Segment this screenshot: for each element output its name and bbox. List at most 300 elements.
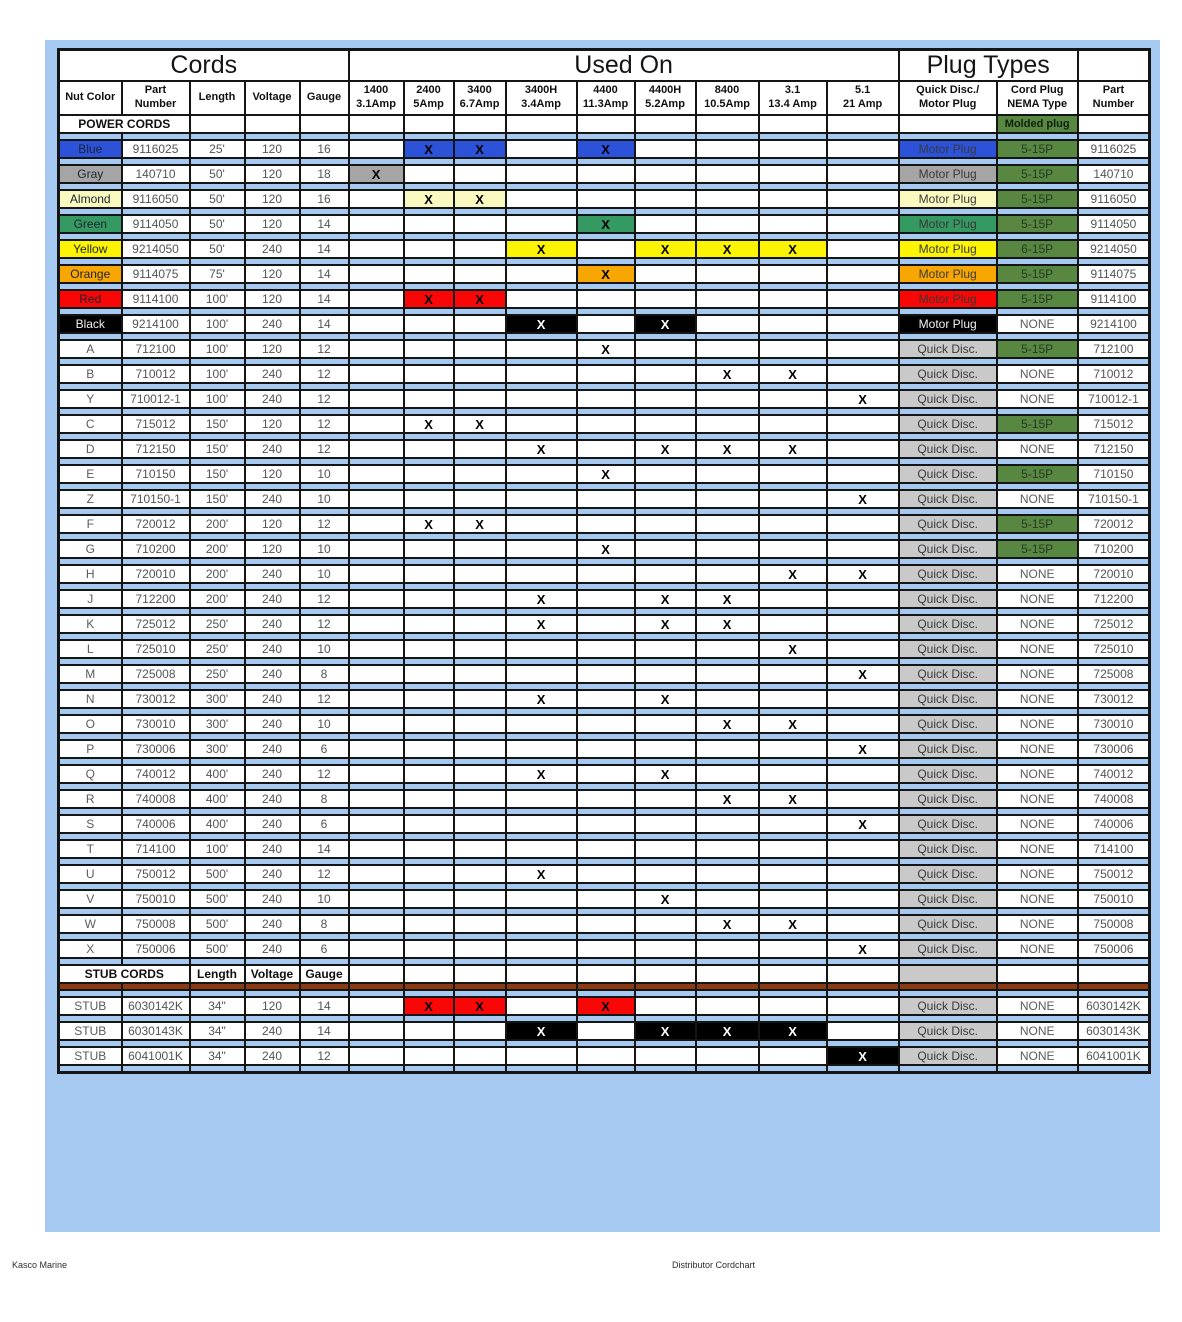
usage-cell-3400 (454, 365, 506, 383)
usage-cell-3.1 (759, 865, 827, 883)
separator-cell (827, 708, 899, 715)
separator-cell (454, 933, 506, 940)
separator-cell (349, 308, 404, 315)
separator-cell (300, 883, 349, 890)
usage-cell-3400 (454, 615, 506, 633)
usage-cell-4400 (577, 940, 635, 958)
voltage-cell: 240 (245, 715, 300, 733)
cord-row (59, 540, 1150, 558)
separator-cell (759, 283, 827, 290)
separator-cell (635, 633, 696, 640)
separator-cell (300, 908, 349, 915)
usage-x-cell-3400H: X (506, 440, 577, 458)
section-spacer (759, 115, 827, 133)
section-spacer (404, 965, 454, 983)
brown-divider-cell (997, 983, 1078, 990)
separator-cell (349, 483, 404, 490)
separator-cell (899, 708, 997, 715)
part-number-right-cell: 710200 (1078, 540, 1150, 558)
usage-x-cell-3400H: X (506, 240, 577, 258)
usage-cell-2400 (404, 1022, 454, 1040)
usage-cell-3400H (506, 997, 577, 1015)
usage-cell-4400 (577, 640, 635, 658)
separator-cell (577, 333, 635, 340)
separator-cell (245, 558, 300, 565)
usage-cell-3.1 (759, 815, 827, 833)
separator-cell (635, 283, 696, 290)
separator-cell (454, 1065, 506, 1072)
plug-type-cell: Quick Disc. (899, 840, 997, 858)
separator-cell (506, 990, 577, 997)
stub-col-header: Voltage (245, 965, 300, 983)
brown-divider-cell (635, 983, 696, 990)
separator-cell (899, 933, 997, 940)
gauge-cell: 12 (300, 390, 349, 408)
separator-cell (759, 683, 827, 690)
usage-cell-4400H (635, 715, 696, 733)
separator-cell (454, 733, 506, 740)
separator-cell (997, 433, 1078, 440)
gauge-cell: 14 (300, 997, 349, 1015)
usage-cell-3.1 (759, 265, 827, 283)
usage-cell-4400H (635, 815, 696, 833)
voltage-cell: 120 (245, 997, 300, 1015)
gauge-cell: 12 (300, 415, 349, 433)
voltage-cell: 240 (245, 840, 300, 858)
plug-type-cell: Quick Disc. (899, 1047, 997, 1065)
separator-cell (300, 533, 349, 540)
usage-cell-1400 (349, 915, 404, 933)
voltage-cell: 240 (245, 565, 300, 583)
separator-cell (245, 433, 300, 440)
separator-cell (506, 1015, 577, 1022)
separator-cell (635, 608, 696, 615)
usage-cell-5.1 (827, 790, 899, 808)
usage-cell-8400 (696, 190, 759, 208)
usage-cell-5.1 (827, 615, 899, 633)
separator-cell (404, 533, 454, 540)
nema-type-cell: NONE (997, 1047, 1078, 1065)
separator-cell (759, 333, 827, 340)
separator-cell (454, 258, 506, 265)
usage-cell-2400 (404, 565, 454, 583)
usage-cell-3400H (506, 815, 577, 833)
part-number-cell: 710150-1 (122, 490, 190, 508)
usage-cell-4400 (577, 690, 635, 708)
separator-cell (300, 358, 349, 365)
nut-color-cell: O (59, 715, 122, 733)
separator-cell (635, 308, 696, 315)
usage-cell-3400 (454, 265, 506, 283)
separator-cell (899, 433, 997, 440)
separator-cell (759, 383, 827, 390)
usage-cell-3400H (506, 940, 577, 958)
separator-cell (404, 383, 454, 390)
length-cell: 100' (190, 315, 245, 333)
separator-cell (349, 833, 404, 840)
usage-cell-3.1 (759, 590, 827, 608)
separator-cell (997, 208, 1078, 215)
voltage-cell: 240 (245, 315, 300, 333)
usage-x-cell-8400: X (696, 915, 759, 933)
brown-divider-cell (190, 983, 245, 990)
separator-row (59, 633, 1150, 640)
separator-cell (245, 608, 300, 615)
usage-cell-4400H (635, 665, 696, 683)
separator-cell (827, 433, 899, 440)
separator-cell (759, 583, 827, 590)
usage-x-cell-3.1: X (759, 365, 827, 383)
section-spacer (827, 115, 899, 133)
separator-cell (454, 233, 506, 240)
separator-cell (696, 608, 759, 615)
separator-cell (696, 408, 759, 415)
nut-color-cell: F (59, 515, 122, 533)
footer-title: Distributor Cordchart (672, 1260, 756, 1270)
plug-type-cell: Motor Plug (899, 240, 997, 258)
part-number-right-cell: 9116025 (1078, 140, 1150, 158)
usage-cell-3400 (454, 765, 506, 783)
separator-cell (190, 990, 245, 997)
separator-cell (122, 308, 190, 315)
separator-cell (300, 383, 349, 390)
separator-cell (506, 833, 577, 840)
usage-cell-3.1 (759, 490, 827, 508)
separator-cell (122, 583, 190, 590)
plug-type-cell: Quick Disc. (899, 915, 997, 933)
separator-cell (759, 308, 827, 315)
separator-cell (1078, 283, 1150, 290)
separator-row (59, 658, 1150, 665)
usage-x-cell-3400H: X (506, 590, 577, 608)
separator-cell (300, 933, 349, 940)
separator-cell (245, 258, 300, 265)
usage-cell-4400 (577, 890, 635, 908)
voltage-cell: 240 (245, 940, 300, 958)
cord-row (59, 740, 1150, 758)
separator-cell (577, 483, 635, 490)
plug-type-cell: Quick Disc. (899, 415, 997, 433)
usage-cell-4400 (577, 590, 635, 608)
separator-cell (300, 708, 349, 715)
section-spacer (635, 965, 696, 983)
usage-cell-5.1 (827, 515, 899, 533)
separator-cell (245, 508, 300, 515)
separator-cell (349, 908, 404, 915)
usage-x-cell-4400H: X (635, 590, 696, 608)
separator-cell (59, 333, 122, 340)
separator-row (59, 233, 1150, 240)
separator-cell (759, 1065, 827, 1072)
separator-cell (997, 683, 1078, 690)
separator-cell (349, 958, 404, 965)
usage-cell-5.1 (827, 265, 899, 283)
separator-cell (635, 733, 696, 740)
separator-cell (404, 408, 454, 415)
separator-cell (577, 583, 635, 590)
usage-cell-4400H (635, 290, 696, 308)
separator-cell (899, 283, 997, 290)
nema-type-cell: 5-15P (997, 465, 1078, 483)
separator-cell (190, 408, 245, 415)
usage-cell-8400 (696, 490, 759, 508)
usage-cell-2400 (404, 240, 454, 258)
separator-cell (454, 783, 506, 790)
separator-cell (827, 183, 899, 190)
usage-x-cell-3400H: X (506, 765, 577, 783)
nema-type-cell: NONE (997, 440, 1078, 458)
separator-cell (1078, 833, 1150, 840)
separator-cell (245, 133, 300, 140)
gauge-cell: 16 (300, 140, 349, 158)
nema-type-cell: 5-15P (997, 215, 1078, 233)
separator-cell (759, 408, 827, 415)
separator-cell (122, 883, 190, 890)
part-number-right-cell: 710012-1 (1078, 390, 1150, 408)
separator-cell (635, 258, 696, 265)
separator-row (59, 208, 1150, 215)
separator-cell (300, 990, 349, 997)
column-header-10: 4400H 5.2Amp (635, 81, 696, 115)
separator-cell (454, 483, 506, 490)
cord-row (59, 790, 1150, 808)
separator-cell (454, 808, 506, 815)
separator-cell (577, 133, 635, 140)
usage-x-cell-5.1: X (827, 740, 899, 758)
separator-cell (404, 808, 454, 815)
nut-color-cell: X (59, 940, 122, 958)
part-number-cell: 725012 (122, 615, 190, 633)
separator-cell (577, 858, 635, 865)
separator-cell (577, 458, 635, 465)
section-spacer (577, 965, 635, 983)
usage-cell-4400H (635, 140, 696, 158)
usage-cell-4400H (635, 740, 696, 758)
voltage-cell: 240 (245, 915, 300, 933)
separator-cell (506, 383, 577, 390)
plug-type-cell: Quick Disc. (899, 665, 997, 683)
separator-cell (1078, 583, 1150, 590)
separator-cell (245, 333, 300, 340)
length-cell: 100' (190, 390, 245, 408)
voltage-cell: 120 (245, 340, 300, 358)
section-spacer (454, 115, 506, 133)
nut-color-cell: K (59, 615, 122, 633)
separator-cell (245, 883, 300, 890)
section-spacer (349, 115, 404, 133)
separator-cell (59, 308, 122, 315)
separator-cell (899, 733, 997, 740)
separator-cell (1078, 308, 1150, 315)
section-spacer (404, 115, 454, 133)
usage-x-cell-4400H: X (635, 440, 696, 458)
voltage-cell: 240 (245, 440, 300, 458)
group-header-row (59, 50, 1150, 82)
separator-cell (190, 233, 245, 240)
separator-cell (997, 1065, 1078, 1072)
separator-cell (190, 883, 245, 890)
stub-col-header: Gauge (300, 965, 349, 983)
separator-cell (899, 533, 997, 540)
plug-type-cell: Quick Disc. (899, 890, 997, 908)
separator-cell (454, 990, 506, 997)
separator-cell (577, 933, 635, 940)
cord-row (59, 390, 1150, 408)
usage-cell-5.1 (827, 715, 899, 733)
separator-cell (1078, 483, 1150, 490)
separator-cell (300, 1065, 349, 1072)
nut-color-cell: Black (59, 315, 122, 333)
separator-cell (696, 883, 759, 890)
usage-cell-3400H (506, 915, 577, 933)
separator-cell (696, 158, 759, 165)
separator-cell (122, 683, 190, 690)
cord-row (59, 140, 1150, 158)
plug-type-cell: Quick Disc. (899, 997, 997, 1015)
separator-cell (696, 508, 759, 515)
length-cell: 150' (190, 415, 245, 433)
column-header-row (59, 81, 1150, 115)
usage-cell-2400 (404, 940, 454, 958)
separator-cell (899, 1015, 997, 1022)
separator-cell (454, 333, 506, 340)
part-number-right-cell: 740006 (1078, 815, 1150, 833)
separator-cell (300, 633, 349, 640)
separator-cell (245, 283, 300, 290)
separator-cell (1078, 558, 1150, 565)
separator-cell (245, 1040, 300, 1047)
nema-type-cell: NONE (997, 1022, 1078, 1040)
cord-row (59, 465, 1150, 483)
separator-cell (899, 233, 997, 240)
separator-cell (122, 483, 190, 490)
voltage-cell: 120 (245, 165, 300, 183)
separator-cell (506, 583, 577, 590)
separator-cell (59, 908, 122, 915)
usage-cell-3400H (506, 790, 577, 808)
separator-cell (404, 658, 454, 665)
column-header-13: 5.1 21 Amp (827, 81, 899, 115)
separator-cell (635, 508, 696, 515)
separator-cell (759, 708, 827, 715)
usage-x-cell-2400: X (404, 140, 454, 158)
usage-cell-5.1 (827, 590, 899, 608)
separator-cell (827, 508, 899, 515)
separator-cell (1078, 533, 1150, 540)
cord-row (59, 440, 1150, 458)
voltage-cell: 120 (245, 465, 300, 483)
separator-cell (1078, 808, 1150, 815)
voltage-cell: 240 (245, 740, 300, 758)
usage-x-cell-4400: X (577, 997, 635, 1015)
separator-cell (827, 533, 899, 540)
separator-cell (696, 833, 759, 840)
nema-type-cell: 5-15P (997, 290, 1078, 308)
separator-cell (190, 758, 245, 765)
separator-cell (190, 658, 245, 665)
length-cell: 100' (190, 340, 245, 358)
part-number-right-cell: 740012 (1078, 765, 1150, 783)
separator-cell (506, 508, 577, 515)
usage-cell-2400 (404, 390, 454, 408)
usage-x-cell-3400H: X (506, 690, 577, 708)
part-number-cell: 6041001K (122, 1047, 190, 1065)
section-spacer (577, 115, 635, 133)
usage-cell-4400H (635, 1047, 696, 1065)
separator-cell (190, 783, 245, 790)
separator-row (59, 1015, 1150, 1022)
separator-cell (404, 708, 454, 715)
chart-background-panel (45, 40, 1160, 1232)
usage-cell-2400 (404, 640, 454, 658)
separator-row (59, 733, 1150, 740)
separator-cell (696, 308, 759, 315)
separator-cell (997, 1040, 1078, 1047)
voltage-cell: 120 (245, 540, 300, 558)
usage-x-cell-3.1: X (759, 640, 827, 658)
nema-type-cell: NONE (997, 615, 1078, 633)
separator-cell (59, 658, 122, 665)
separator-cell (506, 958, 577, 965)
gauge-cell: 6 (300, 940, 349, 958)
part-number-cell: 712200 (122, 590, 190, 608)
part-number-right-cell: 9114100 (1078, 290, 1150, 308)
part-number-right-cell: 730012 (1078, 690, 1150, 708)
separator-cell (300, 808, 349, 815)
separator-cell (404, 733, 454, 740)
usage-cell-4400 (577, 790, 635, 808)
separator-cell (454, 958, 506, 965)
separator-cell (1078, 1040, 1150, 1047)
usage-cell-8400 (696, 415, 759, 433)
separator-cell (827, 558, 899, 565)
separator-cell (300, 158, 349, 165)
separator-cell (454, 633, 506, 640)
voltage-cell: 240 (245, 815, 300, 833)
separator-cell (696, 208, 759, 215)
usage-cell-1400 (349, 840, 404, 858)
usage-cell-3400 (454, 790, 506, 808)
separator-cell (899, 208, 997, 215)
cord-row (59, 815, 1150, 833)
voltage-cell: 240 (245, 490, 300, 508)
usage-cell-1400 (349, 1047, 404, 1065)
separator-cell (349, 1040, 404, 1047)
separator-cell (454, 433, 506, 440)
usage-cell-2400 (404, 265, 454, 283)
separator-cell (997, 990, 1078, 997)
usage-cell-1400 (349, 715, 404, 733)
separator-cell (190, 133, 245, 140)
usage-cell-3400H (506, 340, 577, 358)
separator-cell (454, 383, 506, 390)
usage-cell-4400 (577, 390, 635, 408)
usage-cell-4400 (577, 765, 635, 783)
usage-cell-3.1 (759, 140, 827, 158)
separator-cell (349, 458, 404, 465)
separator-cell (122, 833, 190, 840)
nut-color-cell: Blue (59, 140, 122, 158)
separator-cell (454, 833, 506, 840)
nema-type-cell: NONE (997, 740, 1078, 758)
usage-cell-2400 (404, 540, 454, 558)
separator-cell (349, 558, 404, 565)
part-number-right-cell: 6041001K (1078, 1047, 1150, 1065)
separator-cell (59, 883, 122, 890)
cord-row (59, 890, 1150, 908)
part-number-right-cell: 730006 (1078, 740, 1150, 758)
plug-type-cell: Quick Disc. (899, 465, 997, 483)
